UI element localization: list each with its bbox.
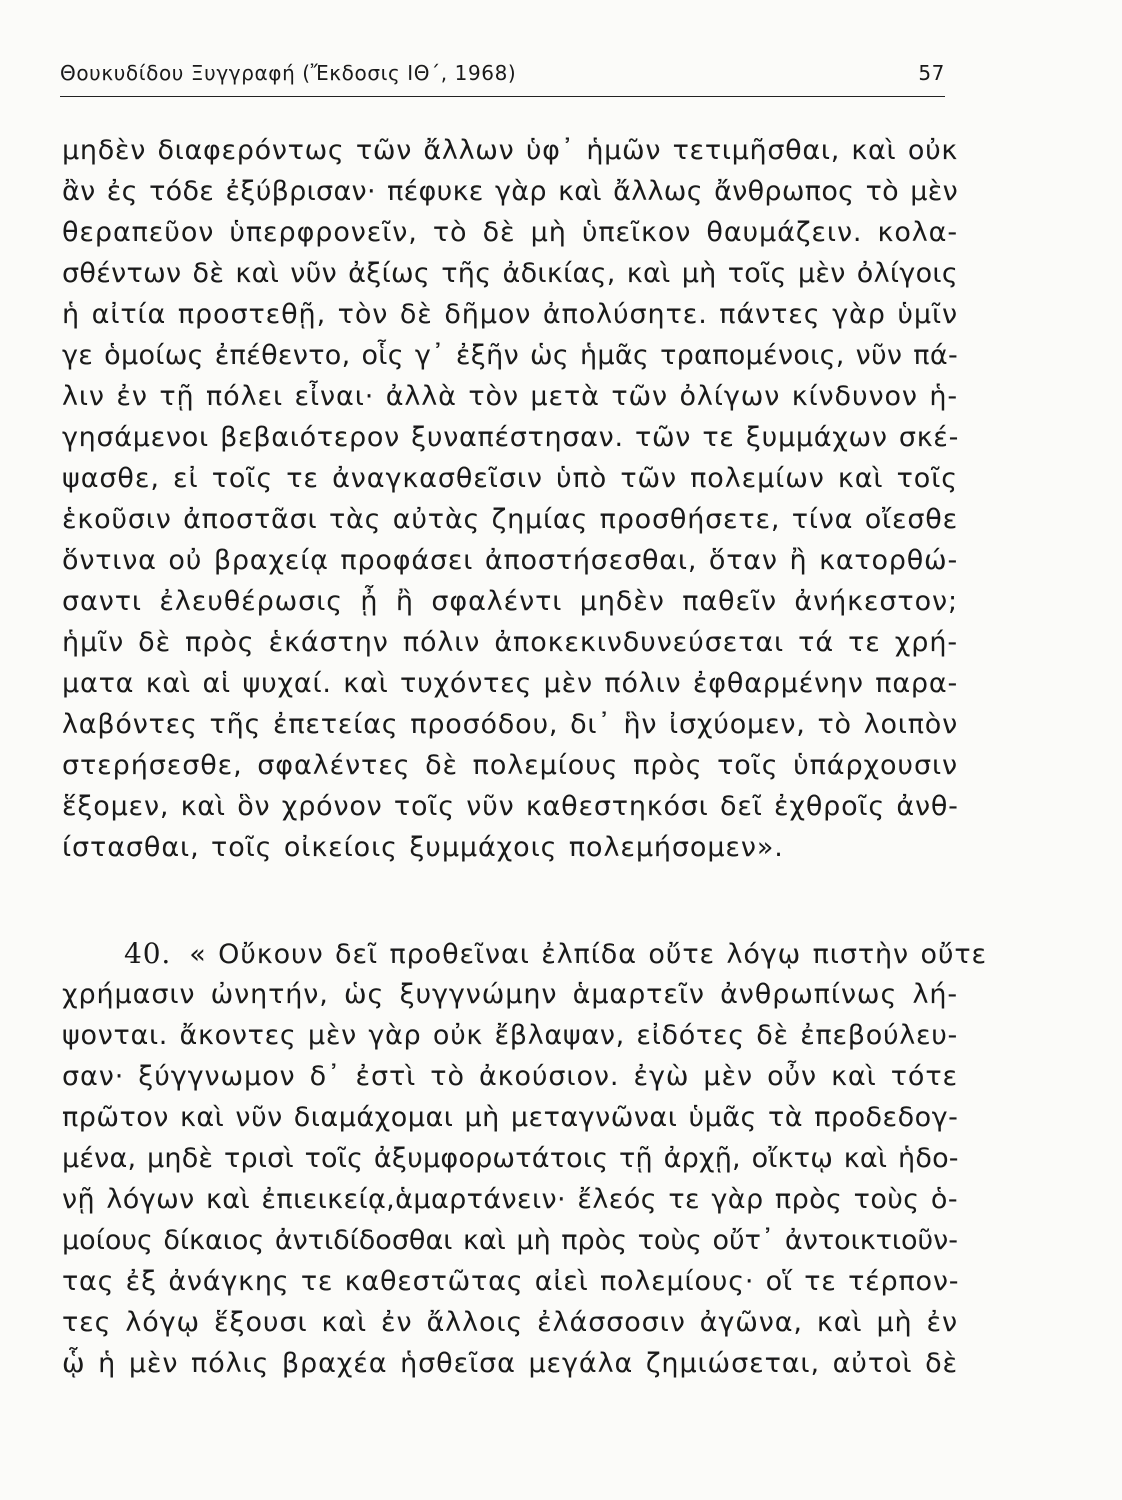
text-line: θεραπεῦον ὑπερφρονεῖν, τὸ δὲ μὴ ὑπεῖκον θαυμάζειν. κολα- — [62, 217, 958, 248]
paragraph-continuation — [62, 130, 958, 868]
text-line: σαντι ἐλευθέρωσις ᾖ ἢ σφαλέντι μηδὲν παθεῖν ἀνήκεστον; — [62, 586, 958, 617]
text-line: ἡ αἰτία προστεθῇ, τὸν δὲ δῆμον ἀπολύσητε. πάντες γὰρ ὑμῖν — [62, 299, 958, 330]
chapter-number: 40. — [124, 937, 172, 970]
text-line: λιν ἐν τῇ πόλει εἶναι· ἀλλὰ τὸν μετὰ τῶν ὀλίγων κίνδυνον ἡ- — [62, 381, 958, 412]
text-line: μηδὲν διαφερόντως τῶν ἄλλων ὑφ᾽ ἡμῶν τετιμῆσθαι, καὶ οὐκ — [62, 135, 958, 166]
header-rule — [60, 96, 945, 97]
text-line: ἂν ἐς τόδε ἐξύβρισαν· πέφυκε γὰρ καὶ ἄλλως ἄνθρωπος τὸ μὲν — [62, 176, 958, 207]
chapter-40 — [62, 933, 988, 1384]
text-line: χρήμασιν ὠνητήν, ὡς ξυγγνώμην ἁμαρτεῖν ἀνθρωπίνως λή- — [62, 979, 958, 1010]
text-line: τες λόγῳ ἕξουσι καὶ ἐν ἄλλοις ἐλάσσοσιν ἀγῶνα, καὶ μὴ ἐν — [62, 1307, 958, 1338]
text-line: ἕξομεν, καὶ ὃν χρόνον τοῖς νῦν καθεστηκόσι δεῖ ἐχθροῖς ἀνθ- — [62, 791, 959, 822]
chapter-first-line — [62, 933, 988, 974]
text-line: λαβόντες τῆς ἐπετείας προσόδου, δι᾽ ἣν ἰσχύομεν, τὸ λοιπὸν — [62, 709, 958, 740]
text-line: ἡμῖν δὲ πρὸς ἑκάστην πόλιν ἀποκεκινδυνεύσεται τά τε χρή- — [62, 627, 958, 658]
page-number: 57 — [918, 61, 945, 85]
text-line: ᾧ ἡ μὲν πόλις βραχέα ἡσθεῖσα μεγάλα ζημιώσεται, αὐτοὶ δὲ — [62, 1348, 958, 1379]
text-line: ὅντινα οὐ βραχείᾳ προφάσει ἀποστήσεσθαι, ὅταν ἢ κατορθώ- — [62, 545, 958, 576]
text-line: ἑκοῦσιν ἀποστᾶσι τὰς αὐτὰς ζημίας προσθήσετε, τίνα οἴεσθε — [62, 504, 958, 535]
text-line: νῇ λόγων καὶ ἐπιεικείᾳ,ἁμαρτάνειν· ἔλεός τε γὰρ πρὸς τοὺς ὁ- — [62, 1184, 958, 1215]
text-line: ματα καὶ αἱ ψυχαί. καὶ τυχόντες μὲν πόλιν ἐφθαρμένην παρα- — [62, 668, 958, 699]
text-line: γησάμενοι βεβαιότερον ξυναπέστησαν. τῶν τε ξυμμάχων σκέ- — [62, 422, 960, 453]
text-line: μοίους δίκαιος ἀντιδίδοσθαι καὶ μὴ πρὸς τοὺς οὔτ᾽ ἀντοικτιοῦν- — [62, 1225, 958, 1256]
text-line: σαν· ξύγγνωμον δ᾽ ἐστὶ τὸ ἀκούσιον. ἐγὼ μὲν οὖν καὶ τότε — [62, 1061, 958, 1092]
text-line: τας ἐξ ἀνάγκης τε καθεστῶτας αἰεὶ πολεμίους· οἵ τε τέρπον- — [62, 1266, 960, 1297]
text-line: « Οὔκουν δεῖ προθεῖναι ἐλπίδα οὔτε λόγῳ πιστὴν οὔτε — [189, 939, 988, 970]
text-line: σθέντων δὲ καὶ νῦν ἀξίως τῆς ἀδικίας, καὶ μὴ τοῖς μὲν ὀλίγοις — [62, 258, 958, 289]
running-header — [60, 61, 945, 91]
text-line: στερήσεσθε, σφαλέντες δὲ πολεμίους πρὸς τοῖς ὑπάρχουσιν — [62, 750, 958, 781]
running-title: Θουκυδίδου Ξυγγραφή (Ἔκδοσις ΙΘ΄, 1968) — [60, 61, 517, 85]
text-line: ίστασθαι, τοῖς οἰκείοις ξυμμάχοις πολεμήσομεν». — [62, 832, 784, 863]
text-line: πρῶτον καὶ νῦν διαμάχομαι μὴ μεταγνῶναι ὑμᾶς τὰ προδεδογ- — [62, 1102, 959, 1133]
text-line: γε ὁμοίως ἐπέθεντο, οἷς γ᾽ ἐξῆν ὡς ἡμᾶς τραπομένοις, νῦν πά- — [62, 340, 958, 371]
text-line: ψασθε, εἰ τοῖς τε ἀναγκασθεῖσιν ὑπὸ τῶν πολεμίων καὶ τοῖς — [62, 463, 958, 494]
text-line: ψονται. ἄκοντες μὲν γὰρ οὐκ ἔβλαψαν, εἰδότες δὲ ἐπεβούλευ- — [62, 1020, 958, 1051]
text-line: μένα, μηδὲ τρισὶ τοῖς ἀξυμφορωτάτοις τῇ ἀρχῇ, οἴκτῳ καὶ ἡδο- — [62, 1143, 959, 1174]
